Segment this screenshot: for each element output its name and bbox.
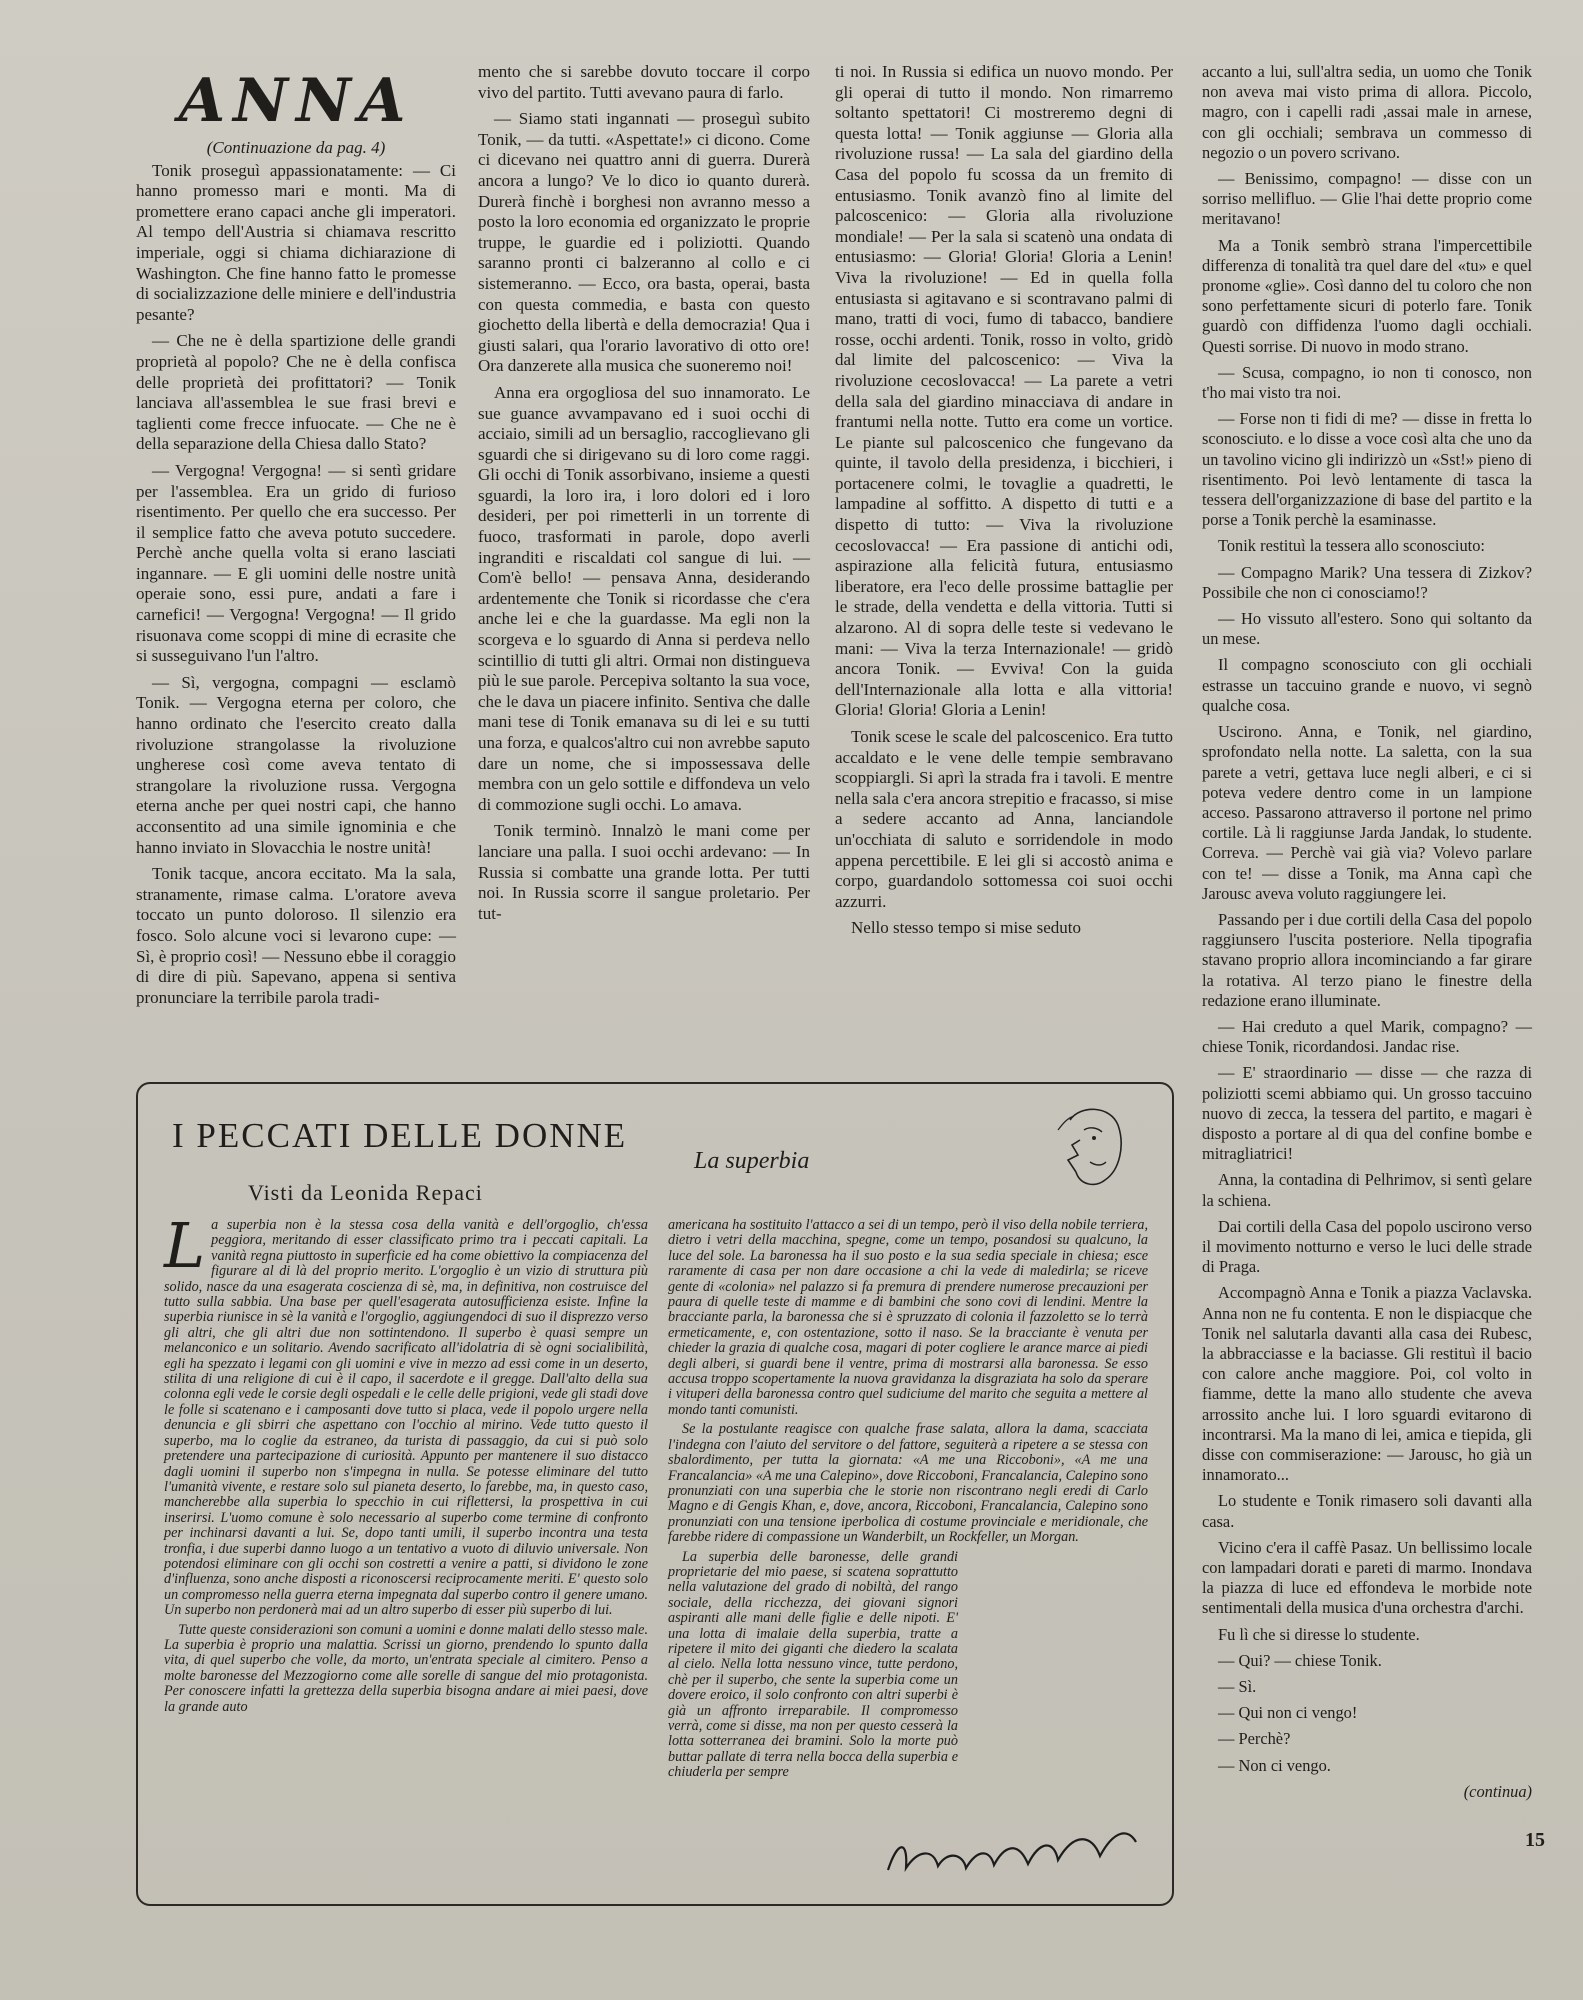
paragraph: Ma a Tonik sembrò strana l'impercettibile differenza di tonalità tra quel dare del «tu» e quel pronome «glie». Così danno del tu coloro che non sono perfettamente sicuri di poterlo fare. Tonik guardò con diffidenza l'uomo dagli occhiali. Questi sorrise. Di nuovo in modo strano. [1202, 235, 1532, 356]
paragraph: Dai cortili della Casa del popolo uscirono verso il movimento notturno e verso le luci delle strade di Praga. [1202, 1216, 1532, 1277]
paragraph: — Siamo stati ingannati — proseguì subito Tonik, — da tutti. «Aspettate!» ci dicono. Come ci dicevano nei quattro anni di guerra. Durerà ancora a lungo? Ve lo dico io quanto durerà. Durerà finchè i borghesi non avranno messo a posto la loro economia ed organizzato le proprie truppe, le guardie ed i poliziotti. Quando saranno pronti ci balzeranno al collo e ci sistemeranno. — Ecco, ora basta, operai, basta con questa commedia, e basta con questo giochetto della libertà e della democrazia! Qua i giusti salari, qua l'orario lavorativo di otto ore! Ora danzerete alla musica che suoneremo noi! [478, 109, 810, 376]
paragraph: accanto a lui, sull'altra sedia, un uomo che Tonik non aveva mai visto prima di allora. Piccolo, magro, con i capelli radi ,assai male in arnese, con gli occhiali; sembrava un commesso di negozio o un povero scrivano. [1202, 62, 1532, 162]
paragraph: Anna, la contadina di Pelhrimov, si sentì gelare la schiena. [1202, 1170, 1532, 1210]
article-column-1 [136, 62, 456, 1014]
paragraph: — Compagno Marik? Una tessera di Zizkov? Possibile che non ci conosciamo!? [1202, 562, 1532, 602]
paragraph: — Sì, vergogna, compagni — esclamò Tonik. — Vergogna eterna per coloro, che hanno ordinato che l'esercito creato dalla rivoluzione strangolasse la rivoluzione ungherese così come aveva tentato di strangolare la rivoluzione russa. Vergogna eterna anche per quei nostri capi, che hanno acconsentito ad una simile ignominia e che hanno inviato in Slovacchia le nostre unità! [136, 672, 456, 857]
paragraph: — Ho vissuto all'estero. Sono qui soltanto da un mese. [1202, 609, 1532, 649]
feature-box [136, 1082, 1174, 1906]
paragraph: Lo studente e Tonik rimasero soli davanti alla casa. [1202, 1491, 1532, 1531]
article-column-3 [835, 62, 1173, 945]
box-section-title: La superbia [694, 1148, 810, 1174]
box-column-left [164, 1209, 648, 1719]
paragraph: mento che si sarebbe dovuto toccare il corpo vivo del partito. Tutti avevano paura di farlo. [478, 62, 810, 102]
paragraph: Tonik proseguì appassionatamente: — Ci hanno promesso mari e monti. Ma di promettere erano capaci anche gli imperatori. Al tempo dell'Austria si chiamava rescritto imperiale, oggi si chiama dichiarazione di Washington. Che fine hanno fatto le promesse di socializzazione delle miniere e dell'industria pesante? [136, 160, 456, 324]
paragraph: Se la postulante reagisce con qualche frase salata, allora la dama, scacciata l'indegna con l'aiuto del servitore o del fattore, seguiterà a ripetere a se stessa con sbalordimento, per tutta la giornata: «A me una Riccoboni», «A me una Francalancia» «A me una Calepino», dove Riccoboni, Francalancia, Calepino sono pronunziati con una superbia che le storie non riscontrano negli eredi di Carlo Magno e di Gengis Khan, e, dove, ancora, Riccoboni, Francalancia, Calepino sono pronunziati con una tensione iperbolica di costume provinciale e meridionale, che farebbe ridere di compassione un Wanderbilt, un Rockfeller, un Morgan. [668, 1421, 1148, 1546]
paragraph: — Benissimo, compagno! — disse con un sorriso mellifluo. — Glie l'hai dette proprio come meritavano! [1202, 169, 1532, 229]
paragraph: Tonik restituì la tessera allo sconosciuto: [1218, 536, 1485, 556]
paragraph: La superbia delle baronesse, delle grandi proprietarie del mio paese, si scatena soprattutto nella valutazione del grado di nobiltà, del rango sociale, della ricchezza, dei giovani signori aspiranti alle mani delle figlie e delle nipoti. E' una lotta di imalaie della superbia, tratte a ripetere il mito dei giganti che diedero la scalata al cielo. Nella lotta nessuno vince, tutte perdono, chè per il superbo, che sente la superbia come un dovere eroico, il solo confronto con altri superbi è già un affronto irreparabile. Il compromesso verrà, come si disse, ma non per questo cesserà la lotta sotterranea dei bramini. Solo la morte può buttar pallate di terra nella bocca della superbia e chiuderla per sempre [668, 1548, 958, 1781]
paragraph [164, 1209, 648, 1619]
paragraph: Il compagno sconosciuto con gli occhiali estrasse un taccuino grande e nuovo, vi segnò qualche cosa. [1202, 655, 1532, 715]
paragraph: Anna era orgogliosa del suo innamorato. Le sue guance avvampavano ed i suoi occhi di acciaio, simili ad un bersaglio, raccoglievano gli sguardi che si dirigevano su di loro come raggi. Gli occhi di Tonik assorbivano, insieme a questi sguardi, la loro ira, i loro dolori ed i loro desideri, per poi rimetterli in un torrente di fuoco, trasformati in parole, dopo averli ingranditi e riscaldati col sangue di lui. — Com'è bello! — pensava Anna, desiderando ardentemente che Tonik si ricordasse che c'era anche lei e che la guardasse. Ma egli non la scorgeva e lo sguardo di Anna si perdeva nello scintillio di tutti gli altri. Ormai non distingueva più le sue parole. Percepiva soltanto la sua voce, che le dava un piacere infinito. Sentiva che dalle mani tese di Tonik emanava su di lei e su tutti una forza, e qualcos'altro cui non avrebbe saputo dare un nome, che si impossessava delle membra con un gelo sottile e diffondeva un velo di commozione sugli occhi. Lo amava. [478, 382, 810, 814]
paragraph: — E' straordinario — disse — che razza di poliziotti scemi abbiamo qui. Un grosso taccuino nuovo di zecca, la tessera del partito, e magari è disposto a portare al di qua del confine bombe e mitragliatrici! [1202, 1063, 1532, 1164]
box-title: I PECCATI DELLE DONNE [172, 1116, 628, 1155]
paragraph: Tonik scese le scale del palcoscenico. Era tutto accaldato e le vene delle tempie sembravano scoppiargli. Si aprì la strada fra i tavoli. E mentre nella sala c'era ancora strepitio e fracasso, si mise a sedere accanto ad Anna, lanciandole un'occhiata di saluto e sorridendole in modo appena percettibile. E lei gli si accostò anima e corpo, guardandolo sottomessa coi suoi occhi azzurri. [835, 727, 1173, 911]
article-title: ANNA [178, 66, 414, 136]
box-column-right [668, 1218, 1148, 1785]
paragraph: Uscirono. Anna, e Tonik, nel giardino, sprofondato nella notte. La saletta, con la sua parete a vetri, gettava luce negli alberi, e ci si poteva vedere dentro come in un lampione acceso. Passarono attraverso il portone nel primo cortile. Là li raggiunse Jarda Jandak, lo studente. Correva. — Perchè vai già via? Volevo parlare con te! — disse a Tonik, ma Anna capì che Jarousc aveva voluto raggiungere lei. [1202, 722, 1532, 903]
paragraph: Tutte queste considerazioni son comuni a uomini e donne malati dello stesso male. La superbia è proprio una malattia. Scrissi un giorno, prendendo lo spunto dalla vita, di quel superbo che volle, da morto, un'entrata speciale al cimitero. Penso a molte baronesse del Mezzogiorno come alle sorelle di sangue del mio protagonista. Per conoscere infatti la grettezza della superbia bisogna andare ai miei paesi, dove la grande auto [164, 1621, 648, 1715]
article-column-4 [1202, 62, 1532, 1802]
paragraph: Tonik terminò. Innalzò le mani come per lanciare una palla. I suoi occhi ardevano: — In Russia si combatte una grande lotta. Per tutti noi. In Russia scorre il sangue proletario. Per tut- [478, 821, 810, 923]
paragraph: — Perchè? [1218, 1729, 1291, 1749]
paragraph: — Hai creduto a quel Marik, compagno? — chiese Tonik, ricordandosi. Jandac rise. [1202, 1016, 1532, 1057]
article-column-2 [478, 62, 810, 930]
paragraph-text: a superbia non è la stessa cosa della vanità e dell'orgoglio, ch'essa peggiora, meritando di esser classificato primo tra i peccati capitali. La vanità regna piuttosto in superficie ed ha come obiettivo la compiacenza del figurare al di là del proprio merito. L'orgoglio è un vizio di struttura più solido, nasce da una esagerata coscienza di sè, ma, in definitiva, non costruisce del tutto sulla sabbia. Una base per quell'esagerata autosufficienza esiste. Infine la superbia riunisce in sè la vanità e l'orgoglio, aggiungendoci di suo il disprezzo verso gli altri, che gli altri due non sottintendono. Il superbo è quasi sempre un melanconico e un solitario. Avendo sacrificato all'idolatria di sè ogni socialibilità, egli ha spezzato i legami con gli uomini e vive in mezzo ad essi come in un deserto, stilita di una religione di cui è il capo, il sacerdote e il gregge. Dall'alto della sua colonna egli vede le corsie degli ospedali e le celle delle prigioni, vede gli stadi dove le folle si scatenano e i camposanti dove tutto si placa, vede il popolo urgere nella denuncia e gli sbirri che aspettano con l'occhio al mirino. Vede tutto questo il superbo, ma lo coglie da estraneo, da turista di passaggio, da cui si può solo pretendere una partecipazione di curiosità. Appunto per mantenere il suo distacco dagli uomini il superbo non s'impegna in nulla. Se potesse eliminare del tutto l'umanità vivente, e restare solo sul pianeta deserto, lo farebbe, ma, in questo caso, mancherebbe alla superbia lo specchio in cui riflettersi, la prospettiva in cui inserirsi. L'uomo comune è solo necessario al superbo come termine di confronto per inchinarsi davanti a lui. Se, dopo tanti umili, il superbo incontra una testa tronfia, i due superbi danno luogo a un tentativo a vuoto di diluvio universale. Non potendosi eliminare con gli occhi son costretti a venire a patti, si dividono le zone d'influenza, sono anche disposti a riconoscersi reciprocamente meriti. E' questo solo un compromesso nella guerra eterna impegnata dal superbo contro il genere umano. Un superbo non perdonerà mai ad un altro superbo di esser più superbo di lui. [164, 1217, 648, 1619]
paragraph: Tonik tacque, ancora eccitato. Ma la sala, stranamente, rimase calma. L'oratore aveva toccato un punto doloroso. Il silenzio era fosco. Solo alcune voci si levarono cupe: — Sì, è proprio così! — Nessuno ebbe il coraggio di dire di più. Sapevano, appena si sentiva pronunciare la terribile parola tradi- [136, 864, 456, 1007]
paragraph: Passando per i due cortili della Casa del popolo raggiunsero l'uscita posteriore. Nella tipografia stavano proprio allora incominciando a far girare la rotativa. Al terzo piano le finestre della redazione erano illuminate. [1202, 909, 1532, 1010]
box-byline: Visti da Leonida Repaci [248, 1180, 483, 1205]
dropcap: L [164, 1209, 206, 1282]
paragraph: — Che ne è della spartizione delle grandi proprietà al popolo? Che ne è della confisca delle proprietà dei profittatori? — Tonik lanciava all'assemblea le sue frasi brevi e taglienti come frecce infuocate. — Che ne è della separazione della Chiesa dallo Stato? [136, 331, 456, 454]
paragraph: Accompagnò Anna e Tonik a piazza Vaclavska. Anna non ne fu contenta. E non le dispiacque che Tonik nel salutarla davanti alla casa dei Rubesc, la abbracciasse e la baciasse. Gli restituì il bacio con calore anche maggiore. Poi, col volto in fiamme, dette la mano allo studente che aveva arrossito anche lui. I loro sguardi evitarono di incontrarsi. Ma la mano di lei, amica e tiepida, gli disse con commiserazione: — Jarousc, ho già un innamorato... [1202, 1283, 1532, 1485]
continuation-note: (Continuazione da pag. 4) [206, 138, 386, 157]
paragraph: Nello stesso tempo si mise seduto [851, 918, 1081, 938]
portrait-sketch-icon [1050, 1100, 1130, 1200]
paragraph: — Forse non ti fidi di me? — disse in fretta lo sconosciuto. e lo disse a voce così alta che uno da un tavolino vicino gli indirizzò un «Sst!» pieno di risentimento. Poi levò lentamente di tasca la tessera dell'organizzazione di base del partito e la porse a Tonik perchè la esaminasse. [1202, 409, 1532, 530]
page-number: 15 [1525, 1829, 1545, 1851]
paragraph: — Qui? — chiese Tonik. [1218, 1650, 1382, 1670]
paragraph: americana ha sostituito l'attacco a sei di un tempo, però il viso della nobile terriera, dietro i vetri della macchina, spegne, come un tempo, posandosi su qualcuno, la luce del sole. La baronessa ha il suo posto e la sua sedia speciale in chiesa; esce raramente di casa per non dare occasione a chi la vede di maledirla; se riceve gente di «colonia» nel palazzo si fa premura di prendere numerose precauzioni per paura di quelle teste di mamme e di bambini che sono covi di lendini. Mentre la bracciante parla, la baronessa che si è spruzzato di colonia il fazzoletto se lo terrà ermeticamente, e, con ostentazione, sotto il naso. Se la bracciante è venuta per chieder la grazia di qualche cosa, magari di poter cogliere le arance marce ai piedi degli alberi, si guardi bene il ventre, prima di mostrarsi alla baronessa. Se esso accusa troppo scopertamente la nuova gravidanza la disgraziata ha solo da sperare i vituperi della baronessa contro quel sudiciume del marito che seguita a mettere al mondo tanti comunisti. [668, 1217, 1148, 1418]
paragraph: — Sì. [1218, 1677, 1257, 1697]
paragraph: — Scusa, compagno, io non ti conosco, non t'ho mai visto tra noi. [1202, 362, 1532, 403]
author-signature-icon [878, 1820, 1148, 1890]
paragraph: ti noi. In Russia si edifica un nuovo mondo. Per gli operai di tutto il mondo. Non rimarremo soltanto spettatori! Ci mostreremo degni di questa lotta! — Tonik aggiunse — Gloria alla rivoluzione russa! — La sala del giardino della Casa del popolo fu scossa da un fremito di entusiasmo. Tonik avanzò fino al limite del palcoscenico: — Gloria alla rivoluzione mondiale! — Per la sala si scatenò una ondata di entusiasmo: — Gloria! Gloria! Gloria a Lenin! Viva la rivoluzione! — Ed in quella folla entusiasta si agitavano e si scontravano palmi di mano, tratti di voci, fumo di tabacco, bandiere rosse, occhi ardenti. Tonik, rosso in volto, gridò dal limite del palcoscenico: — Viva la rivoluzione cecoslovacca! — La parete a vetri della sala del giardino minacciava di andare in frantumi nella notte. Tutto era come un vortice. Le piante sul palcoscenico che fungevano da quinte, il tavolo della presidenza, i bicchieri, i portacenere colmi, le tovaglie a quadretti, le lampadine al soffitto. A dispetto di tutti e a dispetto di tutto: — Viva la rivoluzione cecoslovacca! — Era passione di antichi odi, aspirazione alla felicità futura, entusiasmo liberatore, era l'eco delle prossime battaglie per le strade, della vendetta e della vittoria. Tutti si alzarono. Al di sopra delle teste si vedevano le mani: — Viva la terza Internazionale! — gridò ancora Tonik. — Evviva! Con la guida dell'Internazionale alla lotta e alla vittoria! Gloria! Gloria! Gloria a Lenin! [835, 62, 1173, 720]
continua-note: (continua) [1463, 1781, 1532, 1801]
paragraph: Vicino c'era il caffè Pasaz. Un bellissimo locale con lampadari dorati e pareti di marmo. Inondava la piazza di luce ed effondeva le morbide note sentimentali della musica d'una orchestra d'archi. [1202, 1537, 1532, 1618]
paragraph: — Vergogna! Vergogna! — si sentì gridare per l'assemblea. Era un grido di furioso risentimento. Per quello che era successo. Per il semplice fatto che aveva potuto succedere. Perchè anche quella volta si erano lasciati ingannare. — E gli uomini delle nostre unità operaie sono, essi pure, andati a fare i carnefici! — Vergogna! Vergogna! — Il grido risuonava come scoppi di mine di ecrasite che si susseguivano l'un l'altro. [136, 460, 456, 666]
paragraph: — Non ci vengo. [1218, 1755, 1331, 1775]
paragraph: — Qui non ci vengo! [1218, 1703, 1358, 1723]
paragraph: Fu lì che si diresse lo studente. [1218, 1624, 1420, 1644]
